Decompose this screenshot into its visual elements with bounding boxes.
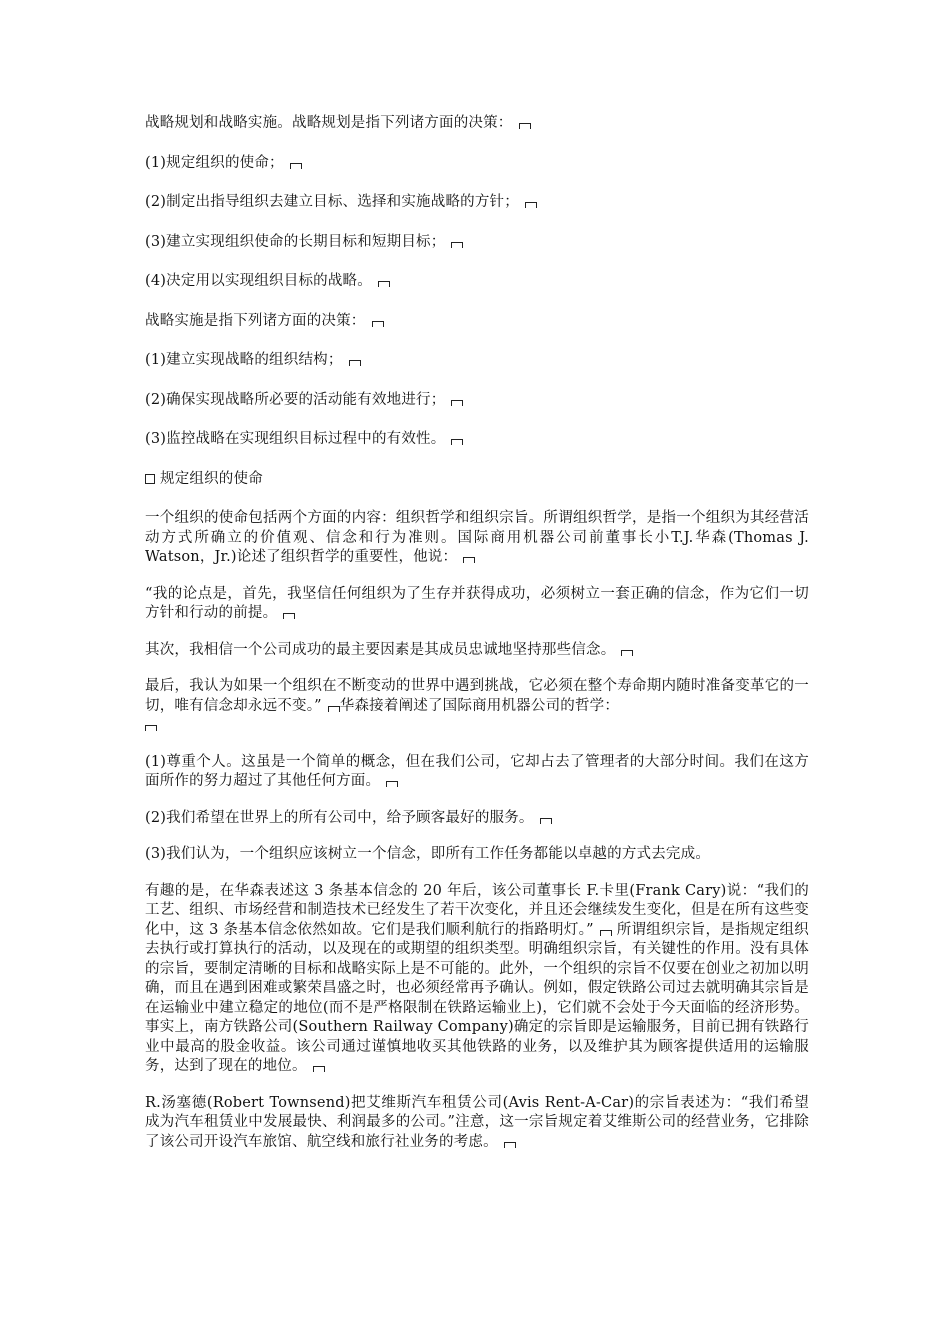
paragraph-mark-icon [290, 163, 302, 169]
list-item: (2)我们希望在世界上的所有公司中，给予顾客最好的服务。 [145, 809, 809, 829]
paragraph: 有趣的是，在华森表述这 3 条基本信念的 20 年后，该公司董事长 F.卡里(Frank Cary)说：“我们的工艺、组织、市场经营和制造技术已经发生了若干次变化，并且还会继续发生变化，但是在所有这些变化中，这 3 条基本信念依然如故。它们是我们顺利航行的指路明灯。” 所谓组织宗旨，是指规定组织去执行或打算执行的活动，以及现在的或期望的组织类型。明确组织宗旨，有关键性的作用。没有具体的宗旨，要制定清晰的目标和战略实际上是不可能的。此外，一个组织的宗旨不仅要在创业之初加以明确，而且在遇到困难或繁荣昌盛之时，也必须经常再予确认。例如，假定铁路公司过去就明确其宗旨是在运输业中建立稳定的地位(而不是严格限制在铁路运输业上)，它们就不会处于今天面临的经济形势。事实上，南方铁路公司(Southern Railway Company)确定的宗旨即是运输服务，目前已拥有铁路行业中最高的股金收益。该公司通过谨慎地收买其他铁路的业务，以及维护其为顾客提供适用的运输服务，达到了现在的地位。 [145, 882, 809, 1074]
paragraph-mark-icon [451, 439, 463, 445]
list-item: (3)我们认为，一个组织应该树立一个信念，即所有工作任务都能以卓越的方式去完成。 [145, 846, 711, 862]
paragraph-mark-icon [519, 123, 531, 129]
paragraph-mark-icon [386, 781, 398, 787]
paragraph-mark-icon [463, 557, 475, 563]
paragraph-mark-icon [600, 930, 612, 936]
paragraph: R.汤塞德(Robert Townsend)把艾维斯汽车租赁公司(Avis Rent-A-Car)的宗旨表述为：“我们希望成为汽车租赁业中发展最快、利润最多的公司。”注意，这一宗旨规定着艾维斯公司的经营业务，它排除了该公司开设汽车旅馆、航空线和旅行社业务的考虑。 [145, 1094, 809, 1150]
paragraph-mark-icon [283, 613, 295, 619]
paragraph-mark-icon [145, 725, 157, 731]
paragraph: 其次，我相信一个公司成功的最主要因素是其成员忠诚地坚持那些信念。 [145, 641, 809, 661]
paragraph: 最后，我认为如果一个组织在不断变动的世界中遇到挑战，它必须在整个寿命期内随时准备变革它的一切，唯有信念却永远不变。” 华森接着阐述了国际商用机器公司的哲学： [145, 677, 809, 736]
list-item: (3)监控战略在实现组织目标过程中的有效性。 [145, 430, 809, 450]
list-item: (2)制定出指导组织去建立目标、选择和实施战略的方针； [145, 193, 809, 213]
paragraph-mark-icon [372, 321, 384, 327]
list-item: (4)决定用以实现组织目标的战略。 [145, 272, 809, 292]
document-page [145, 114, 809, 1169]
paragraph-mark-icon [349, 360, 361, 366]
paragraph-mark-icon [451, 242, 463, 248]
section-heading: 规定组织的使命 [145, 470, 809, 490]
paragraph: “我的论点是，首先，我坚信任何组织为了生存并获得成功，必须树立一套正确的信念，作为它们一切方针和行动的前提。 [145, 585, 809, 621]
checkbox-bullet-icon [145, 474, 155, 484]
paragraph-mark-icon [621, 650, 633, 656]
paragraph-mark-icon [540, 818, 552, 824]
paragraph-mark-icon [504, 1142, 516, 1148]
list-item: (1)规定组织的使命； [145, 154, 809, 174]
list-item: (2)确保实现战略所必要的活动能有效地进行； [145, 391, 809, 411]
list-item: (3)建立实现组织使命的长期目标和短期目标； [145, 233, 809, 253]
paragraph-mark-icon [525, 202, 537, 208]
list-item: (1)建立实现战略的组织结构； [145, 351, 809, 371]
list-item: (1)尊重个人。这虽是一个简单的概念，但在我们公司，它却占去了管理者的大部分时间。我们在这方面所作的努力超过了其他任何方面。 [145, 753, 809, 789]
paragraph: 战略实施是指下列诸方面的决策： [145, 312, 809, 332]
paragraph-mark-icon [313, 1066, 325, 1072]
paragraph: 战略规划和战略实施。战略规划是指下列诸方面的决策： [145, 114, 809, 134]
paragraph: 一个组织的使命包括两个方面的内容：组织哲学和组织宗旨。所谓组织哲学，是指一个组织为其经营活动方式所确立的价值观、信念和行为准则。国际商用机器公司前董事长小T.J.华森(Thomas J. Watson，Jr.)论述了组织哲学的重要性，他说： [145, 510, 809, 565]
paragraph-mark-icon [451, 400, 463, 406]
paragraph-mark-icon [378, 281, 390, 287]
paragraph-mark-icon [328, 706, 340, 712]
